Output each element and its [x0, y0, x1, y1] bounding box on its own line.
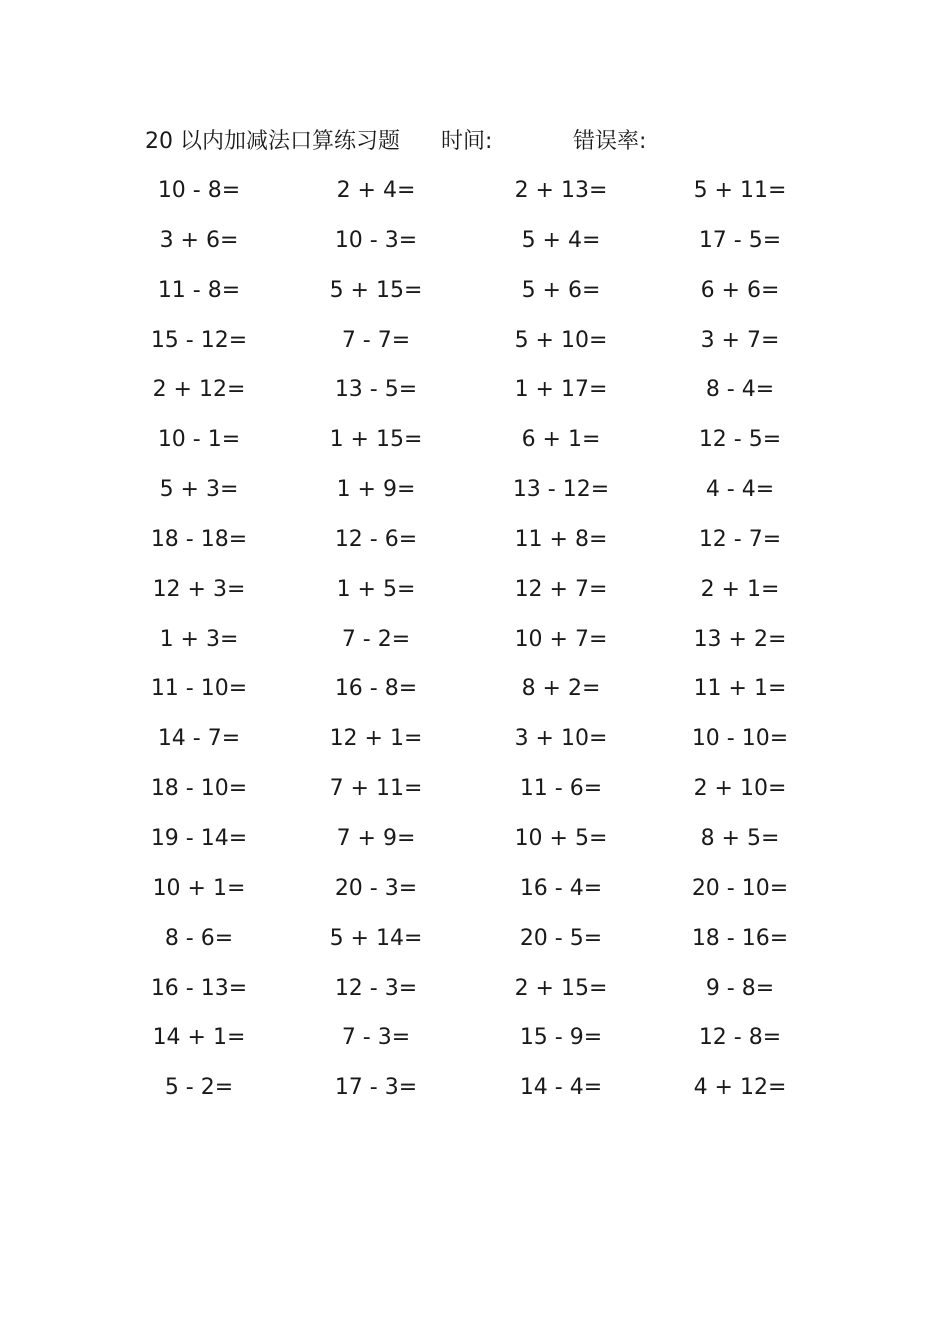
- problem-item: 8 + 5=: [700, 825, 780, 851]
- problem-item: 1 + 17=: [514, 377, 608, 403]
- problem-item: 7 + 9=: [336, 825, 416, 851]
- problem-item: 4 - 4=: [705, 477, 775, 503]
- problem-item: 4 + 12=: [693, 1075, 787, 1101]
- problem-item: 1 + 5=: [336, 576, 416, 602]
- problem-item: 6 + 6=: [700, 277, 780, 303]
- time-label: 时间:: [441, 129, 493, 154]
- problem-item: 2 + 10=: [693, 776, 787, 802]
- problem-item: 10 - 10=: [691, 726, 789, 752]
- problem-item: 14 + 1=: [152, 1025, 246, 1051]
- problem-item: 12 - 6=: [334, 526, 418, 552]
- problem-item: 5 + 11=: [693, 178, 787, 203]
- problem-row: [120, 868, 840, 918]
- problem-item: 3 + 7=: [700, 327, 780, 353]
- problem-item: 16 - 13=: [150, 975, 248, 1001]
- worksheet-header: [145, 124, 705, 160]
- problem-item: 18 - 16=: [691, 925, 789, 951]
- problem-row: [120, 668, 840, 718]
- problem-item: 18 - 18=: [150, 526, 248, 552]
- problem-item: 8 - 4=: [705, 377, 775, 403]
- problem-item: 16 - 4=: [519, 875, 603, 901]
- problem-item: 17 - 5=: [698, 227, 782, 253]
- problem-row: [120, 1017, 840, 1067]
- problem-item: 15 - 12=: [150, 327, 248, 353]
- problem-item: 14 - 7=: [157, 726, 241, 752]
- error-rate-label: 错误率:: [573, 129, 647, 154]
- problem-item: 12 - 7=: [698, 526, 782, 552]
- problem-item: 19 - 14=: [150, 825, 248, 851]
- problem-row: [120, 619, 840, 669]
- problem-item: 13 - 5=: [334, 377, 418, 403]
- problem-row: [120, 818, 840, 868]
- problem-item: 5 - 2=: [164, 1075, 234, 1101]
- problem-item: 2 + 12=: [152, 377, 246, 403]
- problem-item: 20 - 10=: [691, 875, 789, 901]
- problem-item: 2 + 15=: [514, 975, 608, 1001]
- problem-item: 10 + 1=: [152, 875, 246, 901]
- worksheet-title: 20 以内加减法口算练习题: [145, 129, 400, 154]
- problem-item: 3 + 6=: [159, 227, 239, 253]
- problem-item: 20 - 5=: [519, 925, 603, 951]
- problem-item: 20 - 3=: [334, 875, 418, 901]
- problem-item: 12 - 8=: [698, 1025, 782, 1051]
- problem-item: 1 + 15=: [329, 427, 423, 453]
- problem-item: 12 + 1=: [329, 726, 423, 752]
- problem-row: [120, 220, 840, 270]
- problem-item: 8 - 6=: [164, 925, 234, 951]
- problem-item: 11 - 10=: [150, 676, 248, 702]
- problem-row: [120, 519, 840, 569]
- problem-item: 5 + 14=: [329, 925, 423, 951]
- problem-item: 8 + 2=: [521, 676, 601, 702]
- problem-item: 9 - 8=: [705, 975, 775, 1001]
- problem-item: 5 + 4=: [521, 227, 601, 253]
- problem-item: 10 + 5=: [514, 825, 608, 851]
- problem-item: 5 + 10=: [514, 327, 608, 353]
- problem-item: 11 + 8=: [514, 526, 608, 552]
- problem-item: 10 - 1=: [157, 427, 241, 453]
- problem-row: [120, 270, 840, 320]
- problem-item: 11 - 6=: [519, 776, 603, 802]
- problem-item: 5 + 6=: [521, 277, 601, 303]
- problem-row: [120, 419, 840, 469]
- problem-item: 5 + 15=: [329, 277, 423, 303]
- problem-item: 1 + 3=: [159, 626, 239, 652]
- problem-item: 13 + 2=: [693, 626, 787, 652]
- problem-row: [120, 569, 840, 619]
- problem-item: 12 + 7=: [514, 576, 608, 602]
- problem-item: 1 + 9=: [336, 477, 416, 503]
- problem-item: 16 - 8=: [334, 676, 418, 702]
- problem-item: 11 - 8=: [157, 277, 241, 303]
- problem-item: 10 - 3=: [334, 227, 418, 253]
- problem-item: 7 - 3=: [341, 1025, 411, 1051]
- problem-item: 13 - 12=: [512, 477, 610, 503]
- problem-item: 18 - 10=: [150, 776, 248, 802]
- problem-item: 10 + 7=: [514, 626, 608, 652]
- problem-item: 12 + 3=: [152, 576, 246, 602]
- problem-row: [120, 918, 840, 968]
- problem-grid: [120, 170, 840, 1117]
- problem-item: 7 - 2=: [341, 626, 411, 652]
- problem-item: 2 + 1=: [700, 576, 780, 602]
- problem-item: 5 + 3=: [159, 477, 239, 503]
- problem-row: [120, 469, 840, 519]
- problem-row: [120, 718, 840, 768]
- problem-item: 3 + 10=: [514, 726, 608, 752]
- problem-item: 2 + 13=: [514, 178, 608, 203]
- problem-row: [120, 170, 840, 220]
- problem-item: 7 + 11=: [329, 776, 423, 802]
- problem-item: 10 - 8=: [157, 178, 241, 203]
- problem-row: [120, 320, 840, 370]
- problem-item: 7 - 7=: [341, 327, 411, 353]
- problem-item: 12 - 3=: [334, 975, 418, 1001]
- problem-row: [120, 1067, 840, 1117]
- problem-item: 6 + 1=: [521, 427, 601, 453]
- problem-row: [120, 768, 840, 818]
- problem-row: [120, 369, 840, 419]
- problem-row: [120, 968, 840, 1018]
- problem-item: 14 - 4=: [519, 1075, 603, 1101]
- problem-item: 2 + 4=: [336, 178, 416, 203]
- problem-item: 11 + 1=: [693, 676, 787, 702]
- problem-item: 17 - 3=: [334, 1075, 418, 1101]
- problem-item: 15 - 9=: [519, 1025, 603, 1051]
- problem-item: 12 - 5=: [698, 427, 782, 453]
